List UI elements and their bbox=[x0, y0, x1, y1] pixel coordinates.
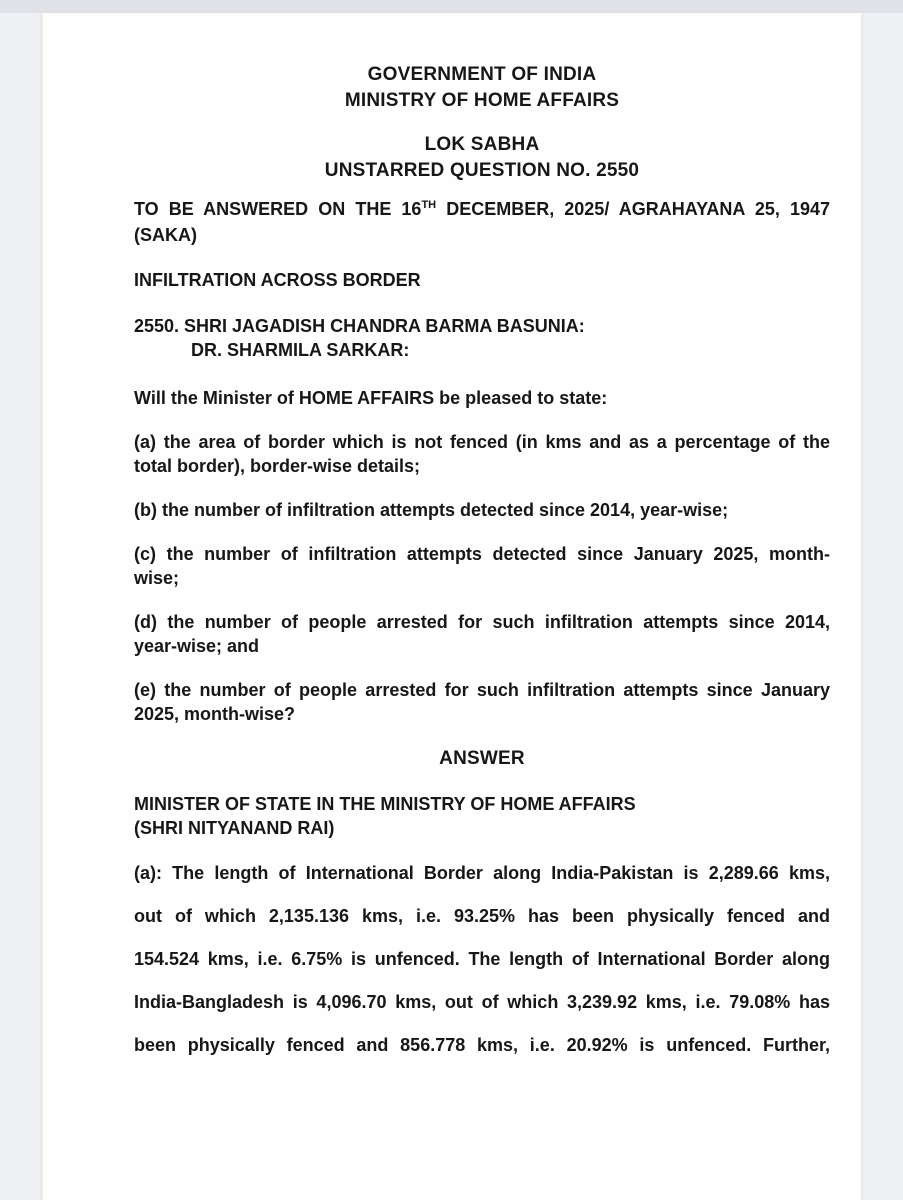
question-item-c bbox=[134, 542, 830, 590]
ordinal-superscript: TH bbox=[421, 199, 437, 211]
member-line-2: DR. SHARMILA SARKAR: bbox=[191, 340, 410, 360]
question-line: (e) the number of people arrested for such infiltration attempts since January bbox=[134, 680, 830, 700]
question-line: (b) the number of infiltration attempts detected since 2014, year-wise; bbox=[134, 500, 729, 520]
answer-date-prefix: TO BE ANSWERED ON THE 16 bbox=[134, 199, 422, 219]
answer-paragraph-line: 154.524 kms, i.e. 6.75% is unfenced. The length of International Border along bbox=[134, 949, 830, 969]
house-name: LOK SABHA bbox=[424, 134, 540, 155]
minister-block bbox=[134, 792, 830, 840]
question-line: (c) the number of infiltration attempts detected since January 2025, month- bbox=[134, 544, 830, 564]
house-header bbox=[134, 132, 830, 184]
question-line: total border), border-wise details; bbox=[134, 456, 421, 476]
question-line: (d) the number of people arrested for such infiltration attempts since 2014, bbox=[134, 612, 830, 632]
question-item-a bbox=[134, 430, 830, 478]
answer-paragraph-a bbox=[134, 852, 830, 1067]
preamble-block bbox=[134, 386, 830, 410]
question-line: wise; bbox=[134, 568, 180, 588]
member-line-1: 2550. SHRI JAGADISH CHANDRA BARMA BASUNIA: bbox=[134, 316, 585, 336]
answer-heading: ANSWER bbox=[439, 748, 525, 769]
answer-paragraph-line: out of which 2,135.136 kms, i.e. 93.25% has been physically fenced and bbox=[134, 906, 830, 926]
answer-date-suffix: DECEMBER, 2025/ AGRAHAYANA 25, 1947 bbox=[436, 199, 830, 219]
question-line: (a) the area of border which is not fenced (in kms and as a percentage of the bbox=[134, 432, 830, 452]
answer-date-block bbox=[134, 196, 830, 248]
minister-designation: MINISTER OF STATE IN THE MINISTRY OF HOME AFFAIRS bbox=[134, 794, 636, 814]
preamble-line: Will the Minister of HOME AFFAIRS be pleased to state: bbox=[134, 388, 608, 408]
org-header bbox=[134, 62, 830, 114]
minister-name: (SHRI NITYANAND RAI) bbox=[134, 818, 335, 838]
answer-paragraph-line: India-Bangladesh is 4,096.70 kms, out of which 3,239.92 kms, i.e. 79.08% has bbox=[134, 992, 830, 1012]
answer-paragraph-line: been physically fenced and 856.778 kms, i.e. 20.92% is unfenced. Further, bbox=[134, 1035, 830, 1055]
question-item-e bbox=[134, 678, 830, 726]
answer-heading-block bbox=[134, 746, 830, 772]
saka-line: (SAKA) bbox=[134, 225, 197, 245]
question-item-b bbox=[134, 498, 830, 522]
subject-heading: INFILTRATION ACROSS BORDER bbox=[134, 270, 421, 290]
question-line: year-wise; and bbox=[134, 636, 260, 656]
answer-paragraph-line: (a): The length of International Border along India-Pakistan is 2,289.66 kms, bbox=[134, 863, 830, 883]
question-line: 2025, month-wise? bbox=[134, 704, 296, 724]
question-item-d bbox=[134, 610, 830, 658]
answer-date-line bbox=[134, 196, 830, 222]
government-title: GOVERNMENT OF INDIA bbox=[367, 64, 597, 85]
members-block bbox=[134, 314, 830, 362]
document-page bbox=[42, 13, 861, 1200]
ministry-title: MINISTRY OF HOME AFFAIRS bbox=[344, 90, 620, 111]
scan-top-bar bbox=[0, 0, 903, 13]
question-number: UNSTARRED QUESTION NO. 2550 bbox=[324, 160, 640, 181]
subject-block bbox=[134, 268, 830, 292]
